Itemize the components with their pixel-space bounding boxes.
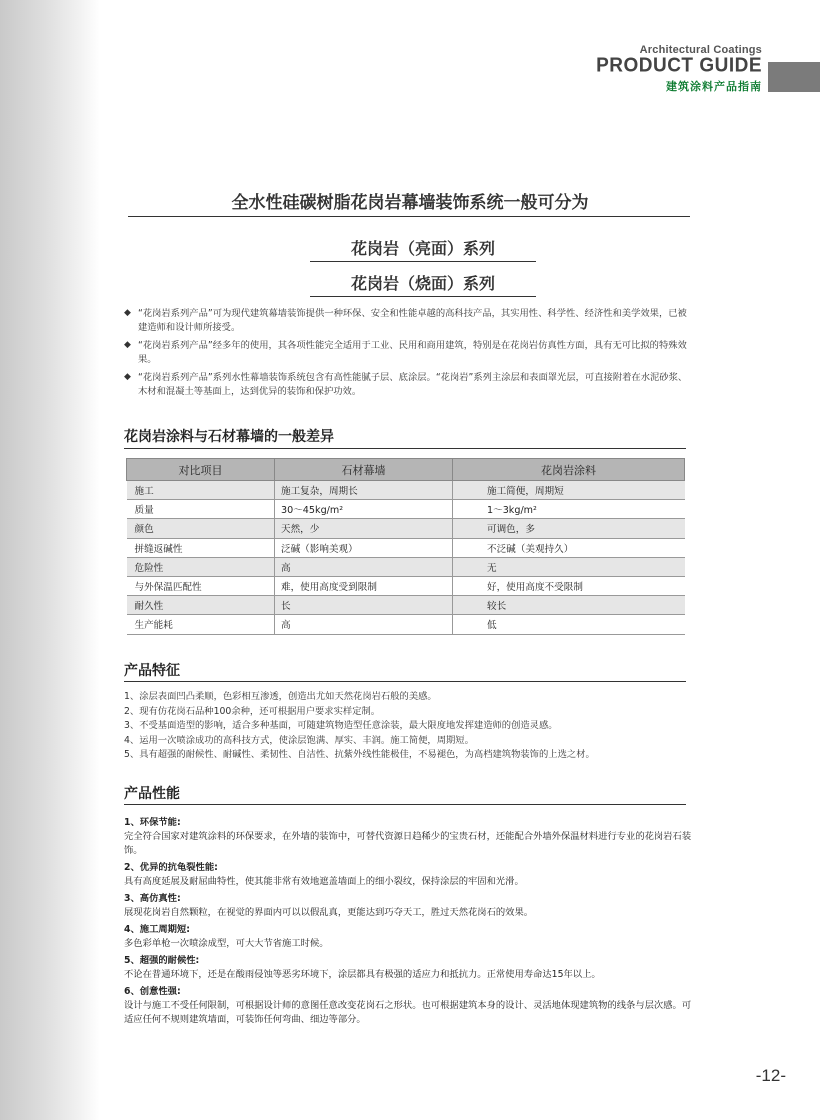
- performance-title: 3、高仿真性:: [124, 893, 181, 904]
- performance-text: 多色彩单枪一次喷涂成型，可大大节省施工时候。: [124, 938, 329, 949]
- diamond-icon: ◆: [124, 372, 131, 382]
- list-item: 3、不受基面造型的影响，适合多种基面，可随建筑物造型任意涂装，最大限度地发挥建造师的创造灵感。: [124, 720, 558, 732]
- table-row: 施工 施工复杂，周期长 施工简便，周期短: [127, 481, 685, 500]
- list-item: 4、运用一次喷涂成功的高科技方式，使涂层饱满、厚实、丰润。施工简便，周期短。: [124, 734, 474, 746]
- table-row: 危险性 高 无: [127, 557, 685, 576]
- section-divider: [124, 804, 686, 805]
- brand-block: [768, 62, 820, 92]
- page-title: 全水性硅碳树脂花岗岩幕墙装饰系统一般可分为: [231, 193, 589, 213]
- performance-title: 6、创意性强:: [124, 986, 181, 997]
- table-header-row: [127, 459, 685, 481]
- brand-title-cn: 建筑涂料产品指南: [666, 80, 762, 93]
- table-header: 花岗岩涂料: [453, 459, 685, 481]
- performance-title: 2、优异的抗龟裂性能:: [124, 862, 218, 873]
- bullet-item: ◆ “花岗岩系列产品”系列水性幕墙装饰系统包含有高性能腻子层、底涂层。“花岗岩”系列主涂层和表面罩光层，可直接附着在水泥砂浆、木材和混凝土等基面上，达到优异的装饰和保护功效。: [124, 372, 688, 397]
- table-row: 质量 30～45kg/m² 1～3kg/m²: [127, 500, 685, 519]
- table-row: 耐久性 长 较长: [127, 596, 685, 615]
- side-shade: [0, 0, 100, 1120]
- features-list: [124, 690, 694, 763]
- features-heading: 产品特征: [124, 663, 180, 679]
- series-divider: [310, 296, 536, 297]
- series-glossy: 花岗岩（亮面）系列: [350, 239, 495, 258]
- section-divider: [124, 681, 686, 682]
- bullet-item: ◆ “花岗岩系列产品”可为现代建筑幕墙装饰提供一种环保、安全和性能卓越的高科技产品，其实用性、科学性、经济性和美学效果，已被建造师和设计师所接受。: [124, 308, 687, 333]
- diamond-icon: ◆: [124, 340, 131, 350]
- list-item: 5、具有超强的耐候性、耐碱性、柔韧性、自洁性、抗紫外线性能极佳，不易褪色，为高档建筑物装饰的上选之材。: [124, 749, 595, 761]
- table-row: 拼缝返碱性 泛碱（影响美观） 不泛碱（美观持久）: [127, 538, 685, 557]
- list-item: 2、现有仿花岗石品种100余种，还可根据用户要求实样定制。: [124, 705, 381, 717]
- section-divider: [124, 448, 686, 449]
- series-flamed: 花岗岩（烧面）系列: [350, 274, 495, 293]
- brand-title: PRODUCT GUIDE: [596, 54, 762, 77]
- bullet-item: ◆ “花岗岩系列产品”经多年的使用，其各项性能完全适用于工业、民用和商用建筑，特别是在花岗岩仿真性方面，具有无可比拟的特殊效果。: [124, 340, 687, 365]
- performance-title: 1、环保节能:: [124, 817, 181, 828]
- table-row: 生产能耗 高 低: [127, 615, 685, 634]
- performance-heading: 产品性能: [124, 786, 180, 802]
- intro-bullets: [124, 307, 694, 403]
- page-number: -12-: [755, 1066, 786, 1085]
- performance-text: 不论在普通环境下，还是在酸雨侵蚀等恶劣环境下，涂层都具有极强的适应力和抵抗力。正常使用寿命达15年以上。: [124, 969, 601, 980]
- performance-text: 具有高度延展及耐屈曲特性，使其能非常有效地遮盖墙面上的细小裂纹，保持涂层的牢固和光滑。: [124, 876, 524, 887]
- performance-title: 4、施工周期短:: [124, 924, 190, 935]
- comparison-heading: 花岗岩涂料与石材幕墙的一般差异: [124, 429, 334, 445]
- comparison-table: [126, 458, 685, 635]
- performance-text: 完全符合国家对建筑涂料的环保要求，在外墙的装饰中，可替代资源日趋稀少的宝贵石材，还能配合外墙外保温材料进行专业的花岗岩石装饰。: [124, 831, 692, 856]
- brand-header: [596, 44, 762, 94]
- title-divider: [128, 216, 690, 217]
- series-divider: [310, 261, 536, 262]
- table-header: 对比项目: [127, 459, 275, 481]
- performance-list: [124, 813, 699, 1028]
- table-header: 石材幕墙: [275, 459, 453, 481]
- list-item: 1、涂层表面凹凸柔顺，色彩相互渗透，创造出尤如天然花岗岩石般的美感。: [124, 691, 437, 702]
- performance-text: 展现花岗岩自然颗粒，在视觉的界面内可以以假乱真，更能达到巧夺天工，胜过天然花岗石的效果。: [124, 907, 534, 918]
- performance-title: 5、超强的耐候性:: [124, 955, 200, 966]
- table-row: 与外保温匹配性 难，使用高度受到限制 好，使用高度不受限制: [127, 576, 685, 595]
- performance-text: 设计与施工不受任何限制，可根据设计师的意图任意改变花岗石之形状。也可根据建筑本身的设计、灵活地体现建筑物的线条与层次感。可适应任何不规则建筑墙面，可装饰任何弯曲、细边等部分。: [124, 1000, 692, 1025]
- table-row: 颜色 天然，少 可调色，多: [127, 519, 685, 538]
- brand-subtitle: Architectural Coatings: [639, 44, 762, 56]
- diamond-icon: ◆: [124, 308, 131, 318]
